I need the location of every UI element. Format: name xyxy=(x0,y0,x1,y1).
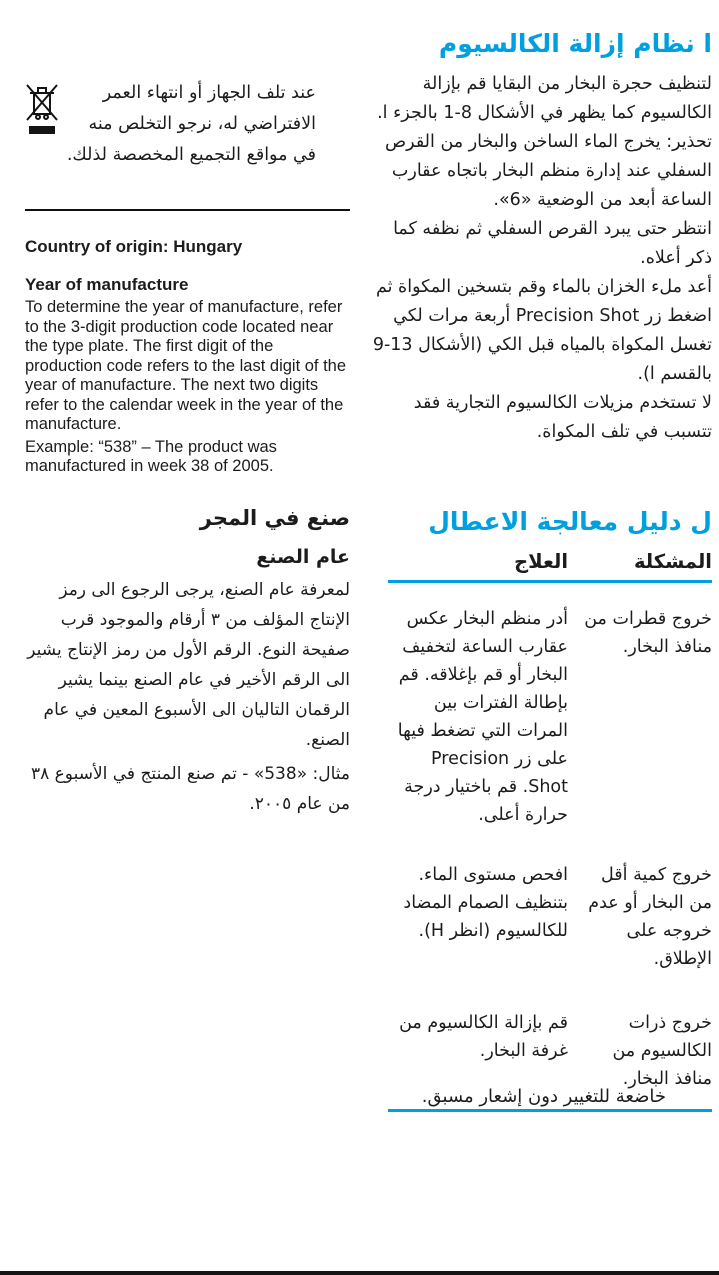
table-row xyxy=(372,1009,712,1093)
remedy-cell: افحص مستوى الماء. بتنظيف الصمام المضاد للكالسيوم (انظر H). xyxy=(403,865,568,941)
made-in-heading: صنع في المجر xyxy=(199,505,350,530)
table-top-rule xyxy=(388,580,712,583)
remedy-cell: قم بإزالة الكالسيوم من غرفة البخار. xyxy=(399,1013,568,1061)
paragraph-cooldown: انتظر حتى يبرد القرص السفلي ثم نظفه كما ذكر أعلاه. xyxy=(393,219,712,268)
table-row xyxy=(372,605,712,829)
calc-removal-body xyxy=(370,70,712,447)
made-in-hungary-section xyxy=(25,503,350,819)
paragraph-refill: أعد ملء الخزان بالماء وقم بتسخين المكواة ثم اضغط زر Precision Shot أربعة مرات لكي تغسل المكواة بالمياه قبل الكي (الأشكال 13-9 بالقسم ا). xyxy=(372,277,712,384)
paragraph-warning: تحذير: يخرج الماء الساخن والبخار من القرص السفلي عند إدارة منظم البخار باتجاه عقارب الساعة أبعد من الوضعية «6». xyxy=(385,132,712,210)
column-header-problem: المشكلة xyxy=(633,550,712,573)
year-of-manufacture-heading-arabic: عام الصنع xyxy=(256,545,350,568)
year-of-manufacture-text: To determine the year of manufacture, refer to the 3-digit production code located near the type plate. The first digit of the production code refers to the last digit of the year of manufacture. The next two digits refer to the calendar week in the year of the manufacture. xyxy=(25,298,347,433)
manufacture-example-text: Example: “538” – The product was manufactured in week 38 of 2005. xyxy=(25,437,277,475)
table-header-row xyxy=(372,550,712,573)
weee-crossed-out-wheelie-bin-icon xyxy=(25,78,61,142)
country-of-origin-heading: Country of origin: Hungary xyxy=(25,237,243,256)
paragraph-cleaning: لتنظيف حجرة البخار من البقايا قم بإزالة الكالسيوم كما يظهر في الأشكال 8-1 بالجزء ا. xyxy=(377,74,712,123)
section-heading-troubleshooting: ل دليل معالجة الاعطال xyxy=(428,507,712,536)
troubleshooting-section xyxy=(372,506,712,1112)
problem-cell: خروج ذرات الكالسيوم من منافذ البخار. xyxy=(612,1013,712,1089)
secondary-column xyxy=(25,78,350,819)
disposal-text: عند تلف الجهاز أو انتهاء العمر الافتراضي له، نرجو التخلص منه في مواقع التجميع المخصصة لذلك. xyxy=(66,83,316,165)
column-header-remedy: العلاج xyxy=(514,550,568,573)
paragraph-no-descalers: لا تستخدم مزيلات الكالسيوم التجارية فقد تتسبب في تلف المكواة. xyxy=(413,393,712,442)
remedy-cell: أدر منظم البخار عكس عقارب الساعة لتخفيف البخار أو قم بإغلاقه. قم بإطالة الفترات بين المرات التي تضغط فيها على زر Precision Shot. قم باختيار درجة حرارة أعلى. xyxy=(397,609,568,825)
change-notice: خاضعة للتغيير دون إشعار مسبق. xyxy=(421,1086,666,1107)
year-of-manufacture-heading: Year of manufacture xyxy=(25,275,189,294)
table-row xyxy=(372,861,712,973)
manufacture-example-arabic: مثال: «538» - تم صنع المنتج في الأسبوع ٣٨ من عام ٢٠٠٥. xyxy=(30,763,350,814)
page-bottom-edge xyxy=(0,1271,719,1275)
problem-cell: خروج قطرات من منافذ البخار. xyxy=(584,609,712,657)
section-heading-calc-removal: ا نظام إزالة الكالسيوم xyxy=(438,29,712,58)
year-of-manufacture-text-arabic: لمعرفة عام الصنع، يرجى الرجوع الى رمز الإنتاج المؤلف من ٣ أرقام والموجود قرب صفيحة النوع. الرقم الأول من رمز الإنتاج يشير الى الرقم الأخير في عام الصنع بينما يشير الرقمان التاليان الى الأسبوع المعين في عام الصنع. xyxy=(27,579,350,750)
disposal-note xyxy=(25,78,350,171)
problem-cell: خروج كمية أقل من البخار أو عدم خروجه على الإطلاق. xyxy=(588,865,712,969)
divider-rule xyxy=(25,209,350,211)
calc-removal-section xyxy=(370,28,712,447)
